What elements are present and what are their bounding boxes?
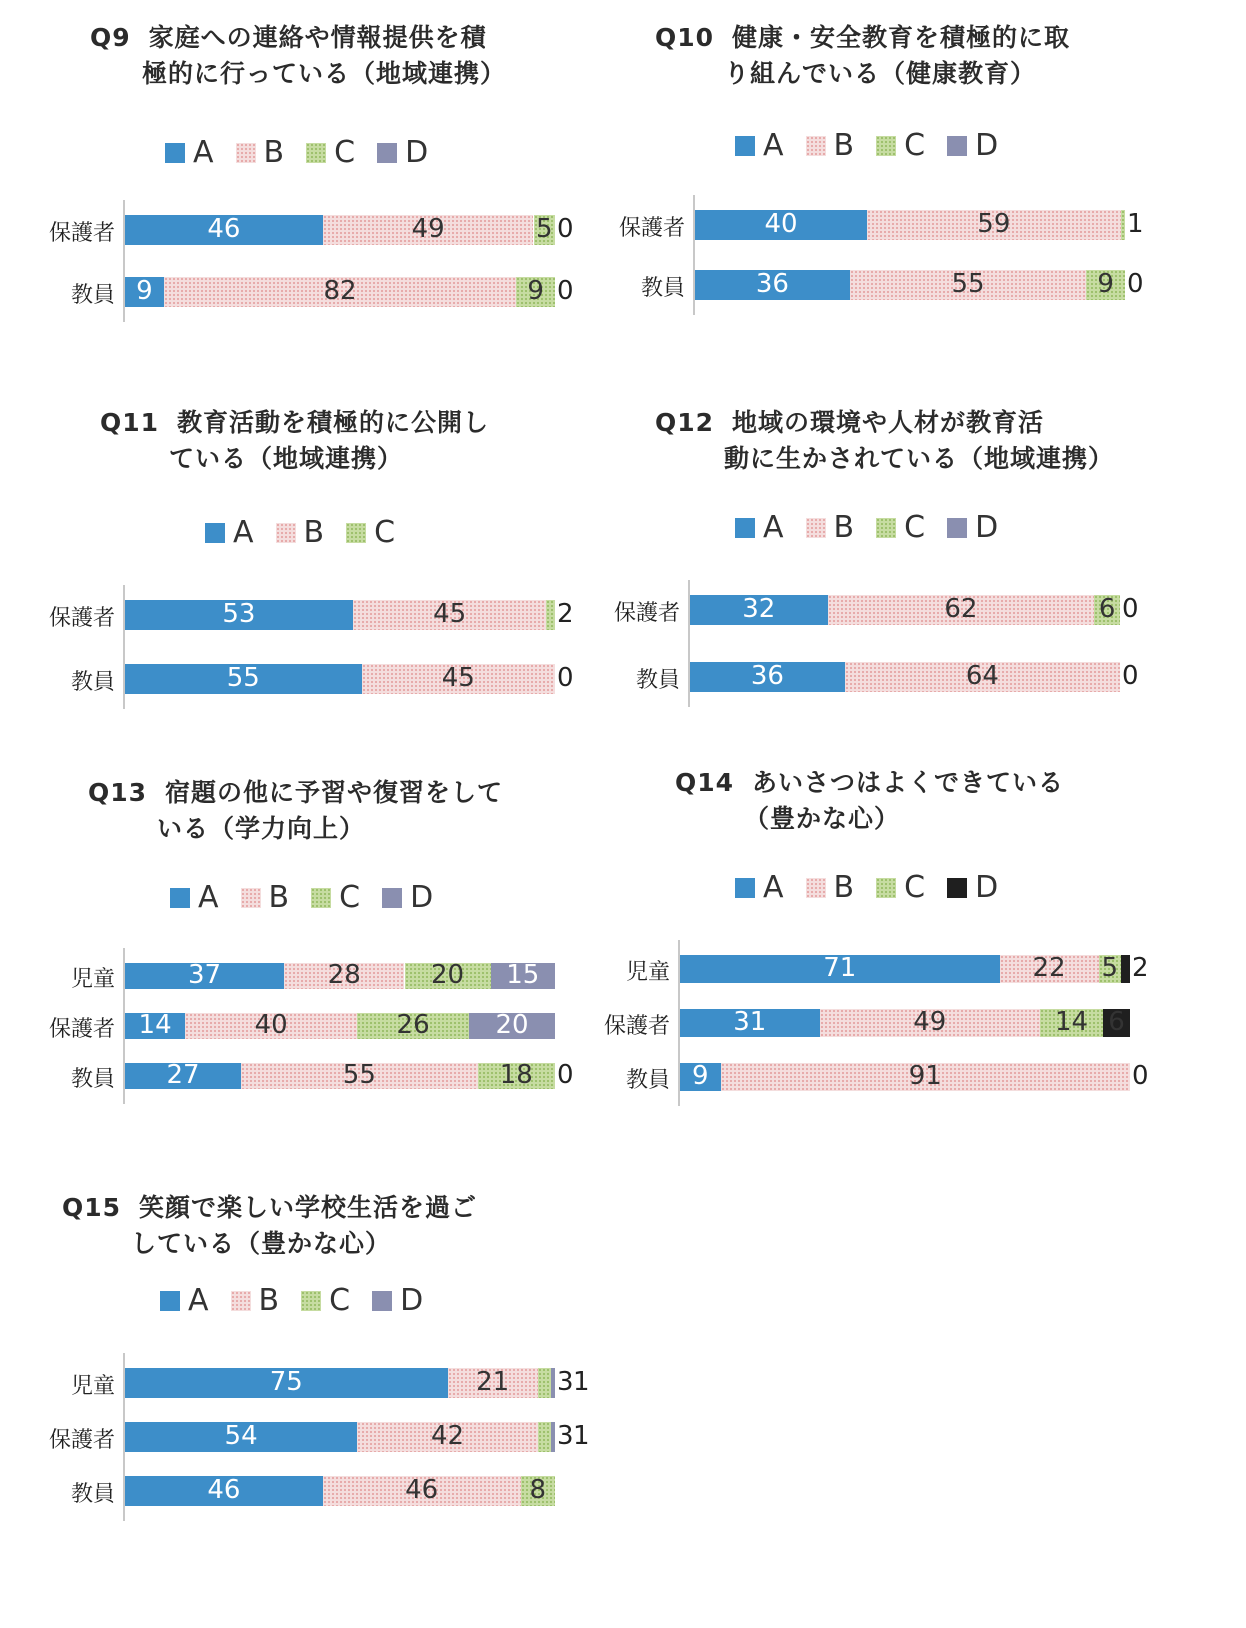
q13-value-b-row1: 40 [254, 1010, 288, 1040]
chart-panel-q13 [20, 775, 600, 1195]
q9-value-b-row1: 82 [323, 276, 357, 306]
q12-legend-label-d: D [975, 510, 999, 545]
q11-value-b-row1: 45 [441, 663, 475, 693]
q11-legend-label-c: C [374, 515, 396, 550]
q13-row-label-2: 教員 [70, 1067, 115, 1092]
q14-legend-swatch-c [876, 878, 896, 898]
q14-legend-label-d: D [975, 870, 999, 905]
q13-value-d-row0: 15 [506, 960, 540, 990]
q14-title-line1 [675, 768, 1064, 797]
q11-value-a-row1: 55 [226, 663, 260, 693]
q11-legend [205, 515, 417, 551]
q11-row-label-0: 保護者 [48, 606, 115, 631]
chart-panel-q15 [20, 1190, 600, 1610]
q15-value-c-row0: 3 [557, 1367, 574, 1397]
q10-legend-item-b [806, 128, 855, 163]
chart-panel-q12 [600, 405, 1180, 825]
q12-legend-item-a [735, 510, 784, 545]
q15-value-d-row0: 1 [573, 1367, 590, 1397]
q9-legend-label-a: A [193, 135, 214, 170]
q12-question-number: Q12 [655, 408, 715, 437]
q11-bar-c-row0 [546, 600, 555, 630]
q10-title-line1 [655, 23, 1070, 52]
q12-value-a-row0: 32 [742, 594, 776, 624]
q13-value-b-row2: 55 [342, 1060, 376, 1090]
q15-value-b-row0: 21 [476, 1367, 510, 1397]
q12-legend-label-a: A [763, 510, 784, 545]
chart-panel-q9 [20, 20, 600, 440]
q13-title [88, 775, 503, 847]
q11-legend-item-b [276, 515, 325, 550]
q15-value-c-row1: 3 [557, 1421, 574, 1451]
q9-legend-swatch-a [165, 143, 185, 163]
q13-value-a-row1: 14 [138, 1010, 172, 1040]
q9-question-number: Q9 [90, 23, 131, 52]
q15-bar-d-row1 [551, 1422, 555, 1452]
q10-value-d-row1: 0 [1127, 269, 1144, 299]
q14-value-b-row0: 22 [1032, 953, 1066, 983]
q14-title-line2: （豊かな心） [744, 804, 901, 833]
q14-value-d-row1: 6 [1108, 1007, 1125, 1037]
q13-value-b-row0: 28 [327, 960, 361, 990]
q12-legend-item-b [806, 510, 855, 545]
q14-value-a-row0: 71 [823, 953, 857, 983]
q14-legend-swatch-a [735, 878, 755, 898]
q9-row-label-0: 保護者 [48, 221, 115, 246]
chart-panel-q11 [20, 405, 600, 825]
q9-legend [165, 135, 450, 171]
q10-question-number: Q10 [655, 23, 715, 52]
q13-legend-label-a: A [198, 880, 219, 915]
q14-title-text-1: あいさつはよくできている [752, 768, 1065, 797]
q11-legend-item-c [346, 515, 395, 550]
q10-legend-label-a: A [763, 128, 784, 163]
q14-legend-label-a: A [763, 870, 784, 905]
q15-value-a-row2: 46 [207, 1475, 241, 1505]
q15-legend-item-c [301, 1283, 350, 1318]
q13-legend-item-b [241, 880, 290, 915]
q10-title-text-1: 健康・安全教育を積極的に取 [732, 23, 1071, 52]
q12-value-b-row0: 62 [944, 594, 978, 624]
q14-row-label-0: 児童 [625, 960, 670, 985]
q14-legend-label-c: C [904, 870, 926, 905]
q15-title-text-1: 笑顔で楽しい学校生活を過ご [139, 1193, 478, 1222]
q15-legend [160, 1283, 445, 1319]
q12-value-a-row1: 36 [750, 661, 784, 691]
q13-legend-swatch-c [311, 888, 331, 908]
q9-legend-item-a [165, 135, 214, 170]
q14-value-d-row2: 0 [1132, 1061, 1149, 1091]
q11-title [100, 405, 489, 477]
q12-row-label-0: 保護者 [613, 601, 680, 626]
q11-title-line1 [100, 408, 489, 437]
q12-legend-swatch-b [806, 518, 826, 538]
q12-legend-label-c: C [904, 510, 926, 545]
q12-legend [735, 510, 1020, 546]
q13-title-line2: いる（学力向上） [157, 814, 366, 843]
q14-row-label-2: 教員 [625, 1068, 670, 1093]
q9-title [90, 20, 506, 92]
q13-legend-label-b: B [268, 880, 290, 915]
q12-legend-swatch-d [947, 518, 967, 538]
q13-legend [170, 880, 455, 916]
q10-legend-swatch-c [876, 136, 896, 156]
q13-legend-label-d: D [410, 880, 434, 915]
q13-title-text-1: 宿題の他に予習や復習をして [165, 778, 504, 807]
q12-title-line1 [655, 408, 1044, 437]
q10-legend-item-d [947, 128, 998, 163]
q15-row-label-0: 児童 [70, 1374, 115, 1399]
q15-title-line1 [62, 1193, 477, 1222]
q11-row-label-1: 教員 [70, 670, 115, 695]
q11-legend-item-a [205, 515, 254, 550]
q10-row-label-0: 保護者 [618, 216, 685, 241]
q15-legend-label-d: D [400, 1283, 424, 1318]
q15-value-a-row1: 54 [224, 1421, 258, 1451]
q15-legend-swatch-b [231, 1291, 251, 1311]
q10-value-c-row1: 9 [1097, 269, 1114, 299]
q13-row-label-0: 児童 [70, 967, 115, 992]
q13-legend-item-c [311, 880, 360, 915]
q9-legend-label-d: D [405, 135, 429, 170]
q14-title [675, 765, 1064, 837]
q10-title-line2: り組んでいる（健康教育） [724, 59, 1037, 88]
q15-value-c-row2: 8 [529, 1475, 547, 1505]
q15-value-b-row2: 46 [405, 1475, 439, 1505]
q13-value-c-row1: 26 [396, 1010, 430, 1040]
q12-legend-swatch-a [735, 518, 755, 538]
q13-value-a-row2: 27 [166, 1060, 200, 1090]
q10-legend-label-c: C [904, 128, 926, 163]
q10-legend-item-c [876, 128, 925, 163]
q12-legend-item-c [876, 510, 925, 545]
q9-legend-item-b [236, 135, 285, 170]
q10-legend-swatch-b [806, 136, 826, 156]
q13-legend-item-d [382, 880, 433, 915]
q14-legend-swatch-b [806, 878, 826, 898]
q9-value-b-row0: 49 [411, 214, 445, 244]
q12-legend-swatch-c [876, 518, 896, 538]
q9-row-label-1: 教員 [70, 283, 115, 308]
q14-legend-item-c [876, 870, 925, 905]
q10-legend-swatch-d [947, 136, 967, 156]
q9-value-d-row0: 0 [557, 214, 574, 244]
q13-value-d-row2: 0 [557, 1060, 574, 1090]
q9-legend-item-d [377, 135, 428, 170]
q12-title [655, 405, 1114, 477]
q10-value-b-row0: 59 [977, 209, 1011, 239]
q10-value-a-row1: 36 [755, 269, 789, 299]
q9-legend-swatch-d [377, 143, 397, 163]
q10-title [655, 20, 1070, 92]
q14-value-a-row1: 31 [733, 1007, 767, 1037]
q9-legend-item-c [306, 135, 355, 170]
q14-value-c-row1: 14 [1054, 1007, 1089, 1037]
q13-legend-swatch-d [382, 888, 402, 908]
q12-legend-label-b: B [833, 510, 855, 545]
q13-legend-swatch-b [241, 888, 261, 908]
chart-panel-q10 [605, 20, 1185, 440]
q9-value-d-row1: 0 [557, 276, 574, 306]
q14-legend-swatch-d [947, 878, 967, 898]
q12-value-c-row0: 6 [1098, 594, 1116, 624]
q10-legend-swatch-a [735, 136, 755, 156]
q11-value-b-row0: 45 [433, 599, 467, 629]
q11-title-text-1: 教育活動を積極的に公開し [177, 408, 490, 437]
q15-title-line2: している（豊かな心） [131, 1229, 392, 1258]
q9-legend-label-b: B [263, 135, 285, 170]
q10-legend [735, 128, 1020, 164]
q10-value-b-row1: 55 [951, 269, 985, 299]
q9-value-a-row1: 9 [136, 276, 153, 306]
q13-title-line1 [88, 778, 503, 807]
q13-value-c-row0: 20 [430, 960, 465, 990]
q14-legend-label-b: B [833, 870, 855, 905]
q11-legend-label-b: B [303, 515, 325, 550]
q15-legend-swatch-d [372, 1291, 392, 1311]
q10-legend-label-d: D [975, 128, 999, 163]
q13-legend-label-c: C [339, 880, 361, 915]
q15-value-d-row1: 1 [573, 1421, 590, 1451]
q15-value-b-row1: 42 [430, 1421, 465, 1451]
q13-legend-swatch-a [170, 888, 190, 908]
q13-value-a-row0: 37 [188, 960, 222, 990]
q14-question-number: Q14 [675, 768, 735, 797]
q9-title-text-1: 家庭への連絡や情報提供を積 [148, 23, 487, 52]
q12-value-b-row1: 64 [965, 661, 999, 691]
q14-row-label-1: 保護者 [603, 1014, 670, 1039]
q9-value-a-row0: 46 [207, 214, 241, 244]
q15-bar-c-row1 [538, 1422, 551, 1452]
q15-bar-c-row0 [538, 1368, 551, 1398]
q14-legend-item-b [806, 870, 855, 905]
q15-legend-label-c: C [329, 1283, 351, 1318]
q9-legend-label-c: C [334, 135, 356, 170]
q12-row-label-1: 教員 [635, 668, 680, 693]
q12-title-text-1: 地域の環境や人材が教育活 [732, 408, 1045, 437]
q15-title [62, 1190, 477, 1262]
q10-legend-label-b: B [833, 128, 855, 163]
q14-value-d-row0: 2 [1132, 953, 1149, 983]
q15-legend-swatch-c [301, 1291, 321, 1311]
q11-legend-swatch-c [346, 523, 366, 543]
q15-legend-label-b: B [258, 1283, 280, 1318]
q10-row-label-1: 教員 [640, 276, 685, 301]
q15-legend-swatch-a [160, 1291, 180, 1311]
q13-legend-item-a [170, 880, 219, 915]
q14-value-c-row0: 5 [1101, 953, 1119, 983]
q10-bar-c-row0 [1121, 210, 1125, 240]
q15-legend-item-b [231, 1283, 280, 1318]
q9-title-line1 [90, 23, 487, 52]
q15-question-number: Q15 [62, 1193, 122, 1222]
q10-value-c-row0: 1 [1127, 209, 1144, 239]
q13-value-c-row2: 18 [499, 1060, 533, 1090]
q12-value-d-row0: 0 [1122, 594, 1139, 624]
q11-legend-label-a: A [233, 515, 254, 550]
q10-value-a-row0: 40 [764, 209, 798, 239]
q11-value-c-row0: 2 [557, 599, 574, 629]
q9-title-line2: 極的に行っている（地域連携） [142, 59, 507, 88]
q9-value-c-row0: 5 [535, 214, 553, 244]
q14-legend-item-d [947, 870, 998, 905]
q15-bar-d-row0 [551, 1368, 555, 1398]
q11-value-c-row1: 0 [557, 663, 574, 693]
q14-value-b-row1: 49 [913, 1007, 947, 1037]
q11-legend-swatch-b [276, 523, 296, 543]
q13-row-label-1: 保護者 [48, 1017, 115, 1042]
q15-legend-label-a: A [188, 1283, 209, 1318]
q9-legend-swatch-b [236, 143, 256, 163]
q12-value-c-row1: 0 [1122, 661, 1139, 691]
q11-value-a-row0: 53 [222, 599, 256, 629]
q11-title-line2: ている（地域連携） [169, 444, 404, 473]
q15-legend-item-d [372, 1283, 423, 1318]
q15-row-label-2: 教員 [70, 1482, 115, 1507]
q15-row-label-1: 保護者 [48, 1428, 115, 1453]
q9-legend-swatch-c [306, 143, 326, 163]
q12-legend-item-d [947, 510, 998, 545]
q14-legend [735, 870, 1020, 906]
q14-value-a-row2: 9 [691, 1061, 709, 1091]
q13-question-number: Q13 [88, 778, 148, 807]
q14-value-b-row2: 91 [908, 1061, 942, 1091]
q9-value-c-row1: 9 [527, 276, 544, 306]
q14-bar-d-row0 [1121, 955, 1130, 983]
chart-panel-q14 [590, 765, 1170, 1185]
q15-value-a-row0: 75 [269, 1367, 303, 1397]
q12-title-line2: 動に生かされている（地域連携） [724, 444, 1115, 473]
q15-legend-item-a [160, 1283, 209, 1318]
q14-legend-item-a [735, 870, 784, 905]
q11-question-number: Q11 [100, 408, 160, 437]
q10-legend-item-a [735, 128, 784, 163]
q11-legend-swatch-a [205, 523, 225, 543]
q13-value-d-row1: 20 [495, 1010, 529, 1040]
